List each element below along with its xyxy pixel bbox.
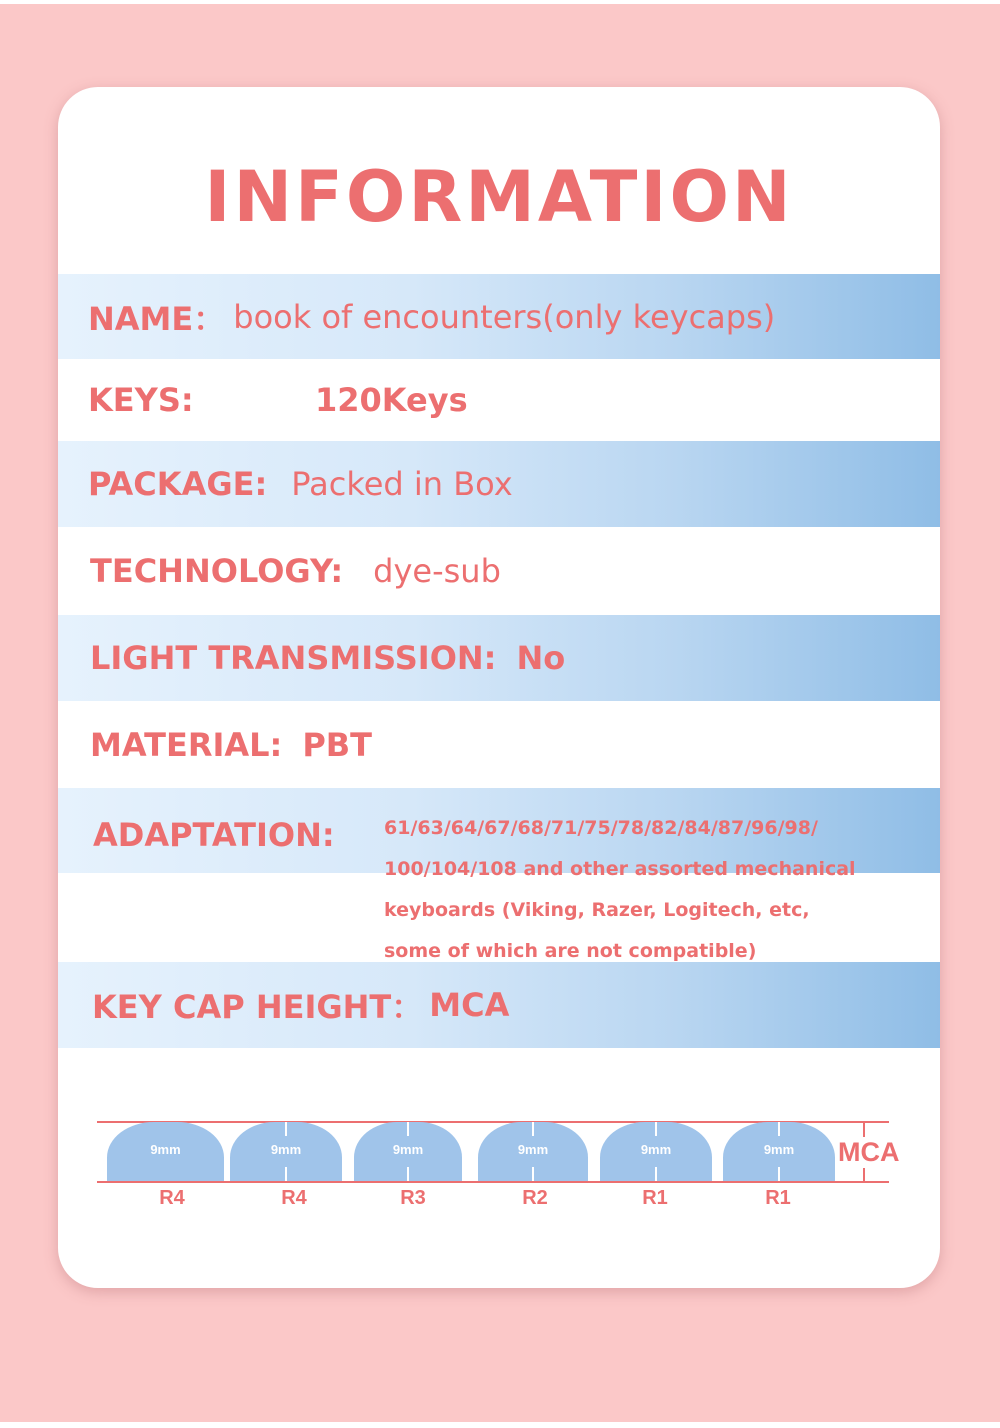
keycap-height-label: 9mm — [150, 1142, 181, 1157]
keycap-shape — [600, 1122, 712, 1181]
center-tick — [285, 1167, 287, 1181]
spec-row-name — [58, 274, 940, 359]
spec-row-adaptation — [58, 788, 940, 962]
center-tick — [285, 1122, 287, 1136]
adaptation-line: keyboards (Viking, Razer, Logitech, etc, — [384, 899, 810, 921]
spec-value: 120Keys — [315, 381, 468, 419]
spec-value: PBT — [302, 725, 372, 764]
keycap-profile-diagram — [58, 1107, 940, 1217]
center-tick — [532, 1122, 534, 1136]
center-tick — [778, 1122, 780, 1136]
adaptation-line: some of which are not compatible) — [384, 940, 757, 962]
spec-row-package — [58, 441, 940, 527]
spec-value: MCA — [429, 986, 510, 1024]
row-label: R4 — [159, 1187, 185, 1209]
spec-row-keys — [58, 359, 940, 441]
keycap-height-label: 9mm — [763, 1142, 795, 1157]
spec-label: KEYS: — [88, 381, 194, 419]
bottom-guide-line — [97, 1181, 889, 1183]
center-tick — [532, 1167, 534, 1181]
spec-row-keycap-height — [58, 962, 940, 1048]
information-card — [58, 87, 940, 1288]
keycap-height-label: 9mm — [392, 1142, 424, 1157]
center-tick — [407, 1167, 409, 1181]
keycap-shape — [478, 1122, 588, 1181]
center-tick — [655, 1122, 657, 1136]
spec-label: NAME： — [88, 299, 226, 338]
keycap-shape — [354, 1122, 462, 1181]
spec-value: book of encounters(only keycaps) — [233, 297, 776, 336]
center-tick — [655, 1167, 657, 1181]
row-label: R4 — [281, 1187, 307, 1209]
spec-row-light-transmission — [58, 615, 940, 701]
adaptation-line: 100/104/108 and other assorted mechanical — [384, 858, 856, 880]
spec-label: TECHNOLOGY: — [90, 552, 344, 590]
keycap-shape — [723, 1122, 835, 1181]
spec-label: KEY CAP HEIGHT： — [92, 988, 424, 1026]
spec-row-technology — [58, 527, 940, 615]
spec-label: MATERIAL: — [90, 725, 283, 764]
page-title: INFORMATION — [204, 156, 794, 238]
adaptation-line: 61/63/64/67/68/71/75/78/82/84/87/96/98/ — [384, 817, 818, 839]
spec-value: dye-sub — [373, 552, 501, 590]
adaptation-text — [384, 808, 924, 972]
keycap-height-label: 9mm — [517, 1142, 549, 1157]
row-label: R3 — [400, 1187, 426, 1209]
keycap-shape — [230, 1122, 342, 1181]
center-tick — [407, 1122, 409, 1136]
row-label: R1 — [765, 1187, 791, 1209]
row-label: R2 — [522, 1187, 548, 1209]
spec-label: LIGHT TRANSMISSION: — [90, 639, 497, 677]
profile-name-label: MCA — [838, 1137, 900, 1167]
spec-label: PACKAGE: — [88, 465, 268, 503]
keycap-height-label: 9mm — [640, 1142, 672, 1157]
keycap-height-label: 9mm — [270, 1142, 302, 1157]
spec-value: Packed in Box — [291, 465, 513, 503]
row-label: R1 — [642, 1187, 668, 1209]
spec-label: ADAPTATION: — [93, 816, 335, 854]
spec-value: No — [516, 639, 566, 677]
center-tick — [778, 1167, 780, 1181]
keycap-shape — [107, 1122, 224, 1181]
spec-row-material — [58, 701, 940, 788]
